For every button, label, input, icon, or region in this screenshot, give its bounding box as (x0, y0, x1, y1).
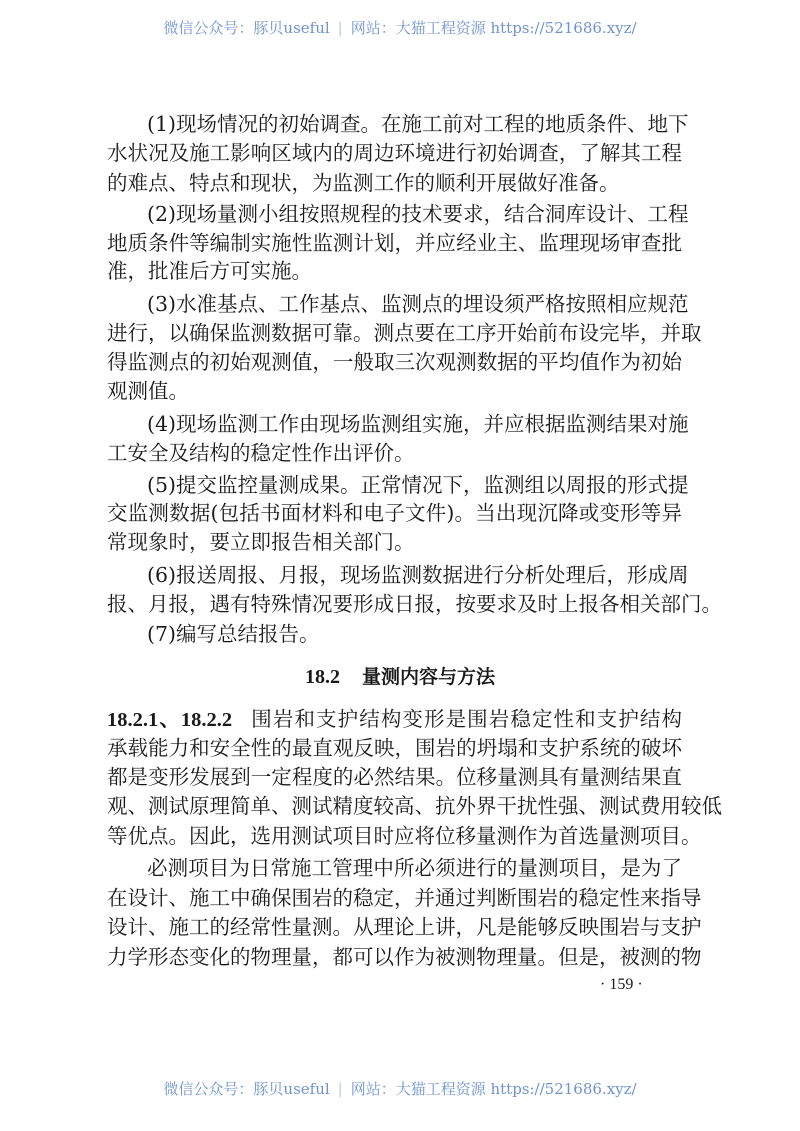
watermark-bottom: 微信公众号：豚贝useful | 网站：大猫工程资源 https://521686.xyz/ (163, 1080, 637, 1098)
text-line (107, 319, 702, 347)
line-text: 力学形态变化的物理量，都可以作为被测物理量。但是，被测的物 (107, 945, 702, 969)
line-text: 观测值。 (107, 379, 189, 403)
line-text: 工安全及结构的稳定性作出评价。 (107, 441, 415, 465)
text-line (107, 290, 689, 318)
line-text: 交监测数据(包括书面材料和电子文件)。当出现沉降或变形等异 (107, 501, 682, 525)
line-text: (5)提交监控量测成果。正常情况下，监测组以周报的形式提 (147, 473, 689, 497)
text-line (107, 410, 689, 438)
line-text: 在设计、施工中确保围岩的稳定，并通过判断围岩的稳定性来指导 (107, 886, 702, 910)
text-line (107, 439, 682, 467)
watermark-wechat: 微信公众号：豚贝useful (163, 1080, 330, 1098)
watermark-site[interactable]: 网站：大猫工程资源 https://521686.xyz/ (350, 19, 637, 37)
text-line (107, 620, 682, 648)
line-text: 承载能力和安全性的最直观反映，围岩的坍塌和支护系统的破坏 (107, 736, 682, 760)
line-text: 观、测试原理简单、测试精度较高、抗外界干扰性强、测试费用较低 (107, 794, 722, 818)
section-title: 量测内容与方法 (361, 666, 495, 688)
text-line (107, 884, 702, 912)
text-line (107, 705, 682, 734)
line-text: 等优点。因此，选用测试项目时应将位移量测作为首选量测项目。 (107, 824, 702, 848)
subsection-label: 18.2.1、18.2.2 (107, 709, 233, 731)
text-line (107, 792, 722, 820)
line-text: 报、月报，遇有特殊情况要形成日报，按要求及时上报各相关部门。 (107, 592, 722, 616)
page-number: · 159 · (600, 976, 643, 993)
line-text: 常现象时，要立即报告相关部门。 (107, 530, 415, 554)
line-text: 围岩和支护结构变形是围岩稳定性和支护结构 (250, 707, 683, 731)
watermark-top: 微信公众号：豚贝useful | 网站：大猫工程资源 https://521686.xyz/ (163, 19, 637, 37)
line-text: 得监测点的初始观测值，一般取三次观测数据的平均值作为初始 (107, 350, 682, 374)
text-line (107, 169, 682, 197)
text-line (107, 734, 682, 762)
text-line (107, 943, 702, 971)
text-line (107, 257, 682, 285)
line-text: (6)报送周报、月报，现场监测数据进行分析处理后，形成周 (147, 563, 689, 587)
text-line (107, 499, 682, 527)
watermark-wechat: 微信公众号：豚贝useful (163, 19, 330, 37)
section-heading (0, 662, 800, 689)
line-text: (1)现场情况的初始调查。在施工前对工程的地质条件、地下 (147, 112, 689, 136)
text-line (107, 561, 689, 589)
line-text: 必测项目为日常施工管理中所必须进行的量测项目，是为了 (147, 856, 682, 880)
text-line (107, 229, 682, 257)
line-text: (4)现场监测工作由现场监测组实施，并应根据监测结果对施 (147, 412, 689, 436)
line-text: 准，批准后方可实施。 (107, 259, 312, 283)
text-line (107, 471, 689, 499)
text-line (107, 348, 682, 376)
section-number: 18.2 (304, 666, 340, 688)
watermark-site[interactable]: 网站：大猫工程资源 https://521686.xyz/ (350, 1080, 637, 1098)
line-text: 水状况及施工影响区域内的周边环境进行初始调查，了解其工程 (107, 141, 682, 165)
text-line (107, 377, 682, 405)
text-line (107, 854, 682, 882)
text-line (107, 763, 682, 791)
line-text: 设计、施工的经常性量测。从理论上讲，凡是能够反映围岩与支护 (107, 915, 702, 939)
line-text: 都是变形发展到一定程度的必然结果。位移量测具有量测结果直 (107, 765, 682, 789)
text-line (107, 528, 682, 556)
line-text: 的难点、特点和现状，为监测工作的顺利开展做好准备。 (107, 171, 620, 195)
line-text: (7)编写总结报告。 (147, 622, 320, 646)
line-text: 地质条件等编制实施性监测计划，并应经业主、监理现场审查批 (107, 231, 682, 255)
text-line (107, 139, 682, 167)
text-line (107, 110, 689, 138)
text-line (107, 822, 702, 850)
line-text: 进行，以确保监测数据可靠。测点要在工序开始前布设完毕，并取 (107, 321, 702, 345)
line-text: (2)现场量测小组按照规程的技术要求，结合洞库设计、工程 (147, 202, 689, 226)
text-line (107, 590, 722, 618)
line-text: (3)水准基点、工作基点、监测点的埋设须严格按照相应规范 (147, 292, 689, 316)
text-line (107, 200, 689, 228)
text-line (107, 913, 702, 941)
